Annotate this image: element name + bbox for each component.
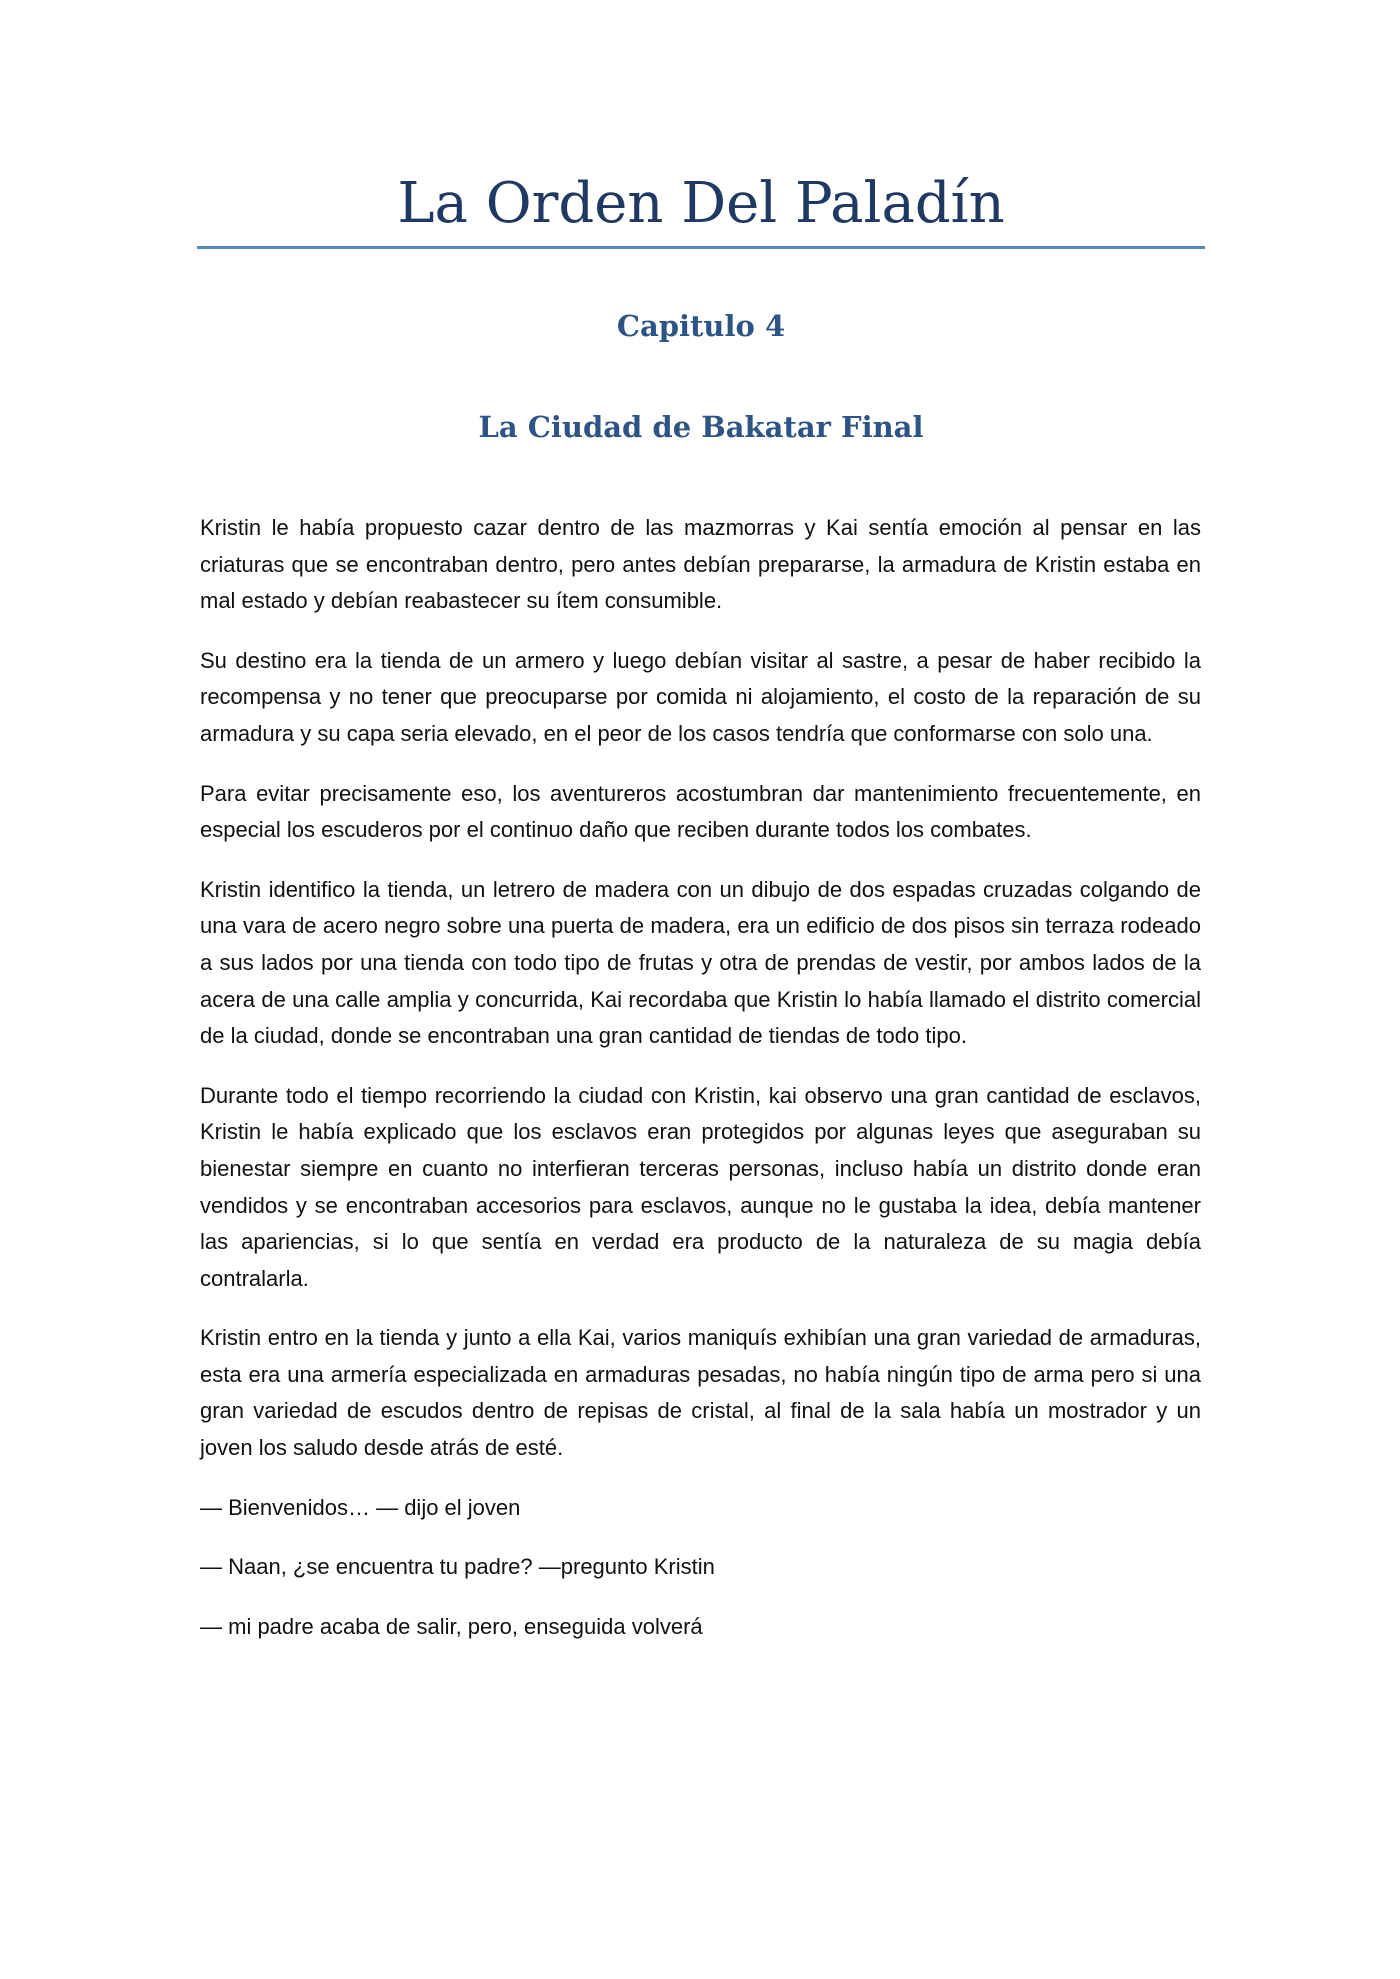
body-paragraph: Kristin entro en la tienda y junto a ella Kai, varios maniquís exhibían una gran variedad de armaduras, esta era una armería especializada en armaduras pesadas, no había ningún tipo de arma pero si una gran variedad de escudos dentro de repisas de cristal, al final de la sala había un mostrador y un joven los saludo desde atrás de esté. [200, 1325, 1201, 1461]
chapter-heading: Capitulo 4 [616, 309, 786, 343]
body-paragraph: Kristin le había propuesto cazar dentro de las mazmorras y Kai sentía emoción al pensar en las criaturas que se encontraban dentro, pero antes debían prepararse, la armadura de Kristin estaba en mal estado y debían reabastecer su ítem consumible. [200, 515, 1201, 614]
chapter-subtitle: La Ciudad de Bakatar Final [478, 410, 924, 444]
body-paragraph: Su destino era la tienda de un armero y luego debían visitar al sastre, a pesar de haber recibido la recompensa y no tener que preocuparse por comida ni alojamiento, el costo de la reparación de su armadura y su capa seria elevado, en el peor de los casos tendría que conformarse con solo una. [200, 647, 1201, 746]
title-underline [197, 246, 1205, 249]
body-paragraph: Durante todo el tiempo recorriendo la ciudad con Kristin, kai observo una gran cantidad de esclavos, Kristin le había explicado que los esclavos eran protegidos por algunas leyes que aseguraban su bienestar siempre en cuanto no interfieran terceras personas, incluso había un distrito donde eran vendidos y se encontraban accesorios para esclavos, aunque no le gustaba la idea, debía mantener las apariencias, si lo que sentía en verdad era producto de la naturaleza de su magia debía contralarla. [200, 1082, 1201, 1291]
body-paragraph: Kristin identifico la tienda, un letrero de madera con un dibujo de dos espadas cruzadas colgando de una vara de acero negro sobre una puerta de madera, era un edificio de dos pisos sin terraza rodeado a sus lados por una tienda con todo tipo de frutas y otra de prendas de vestir, por ambos lados de la acera de una calle amplia y concurrida, Kai recordaba que Kristin lo había llamado el distrito comercial de la ciudad, donde se encontraban una gran cantidad de tiendas de todo tipo. [200, 876, 1201, 1049]
document-body [200, 510, 1201, 1668]
document-title: La Orden Del Paladín [397, 171, 1005, 236]
body-paragraph: Para evitar precisamente eso, los aventureros acostumbran dar mantenimiento frecuentemente, en especial los escuderos por el continuo daño que reciben durante todos los combates. [200, 780, 1201, 843]
dialogue-line: — Bienvenidos… — dijo el joven [200, 1494, 521, 1520]
dialogue-line: — Naan, ¿se encuentra tu padre? —pregunto Kristin [200, 1554, 715, 1580]
dialogue-line: — mi padre acaba de salir, pero, enseguida volverá [200, 1613, 703, 1639]
